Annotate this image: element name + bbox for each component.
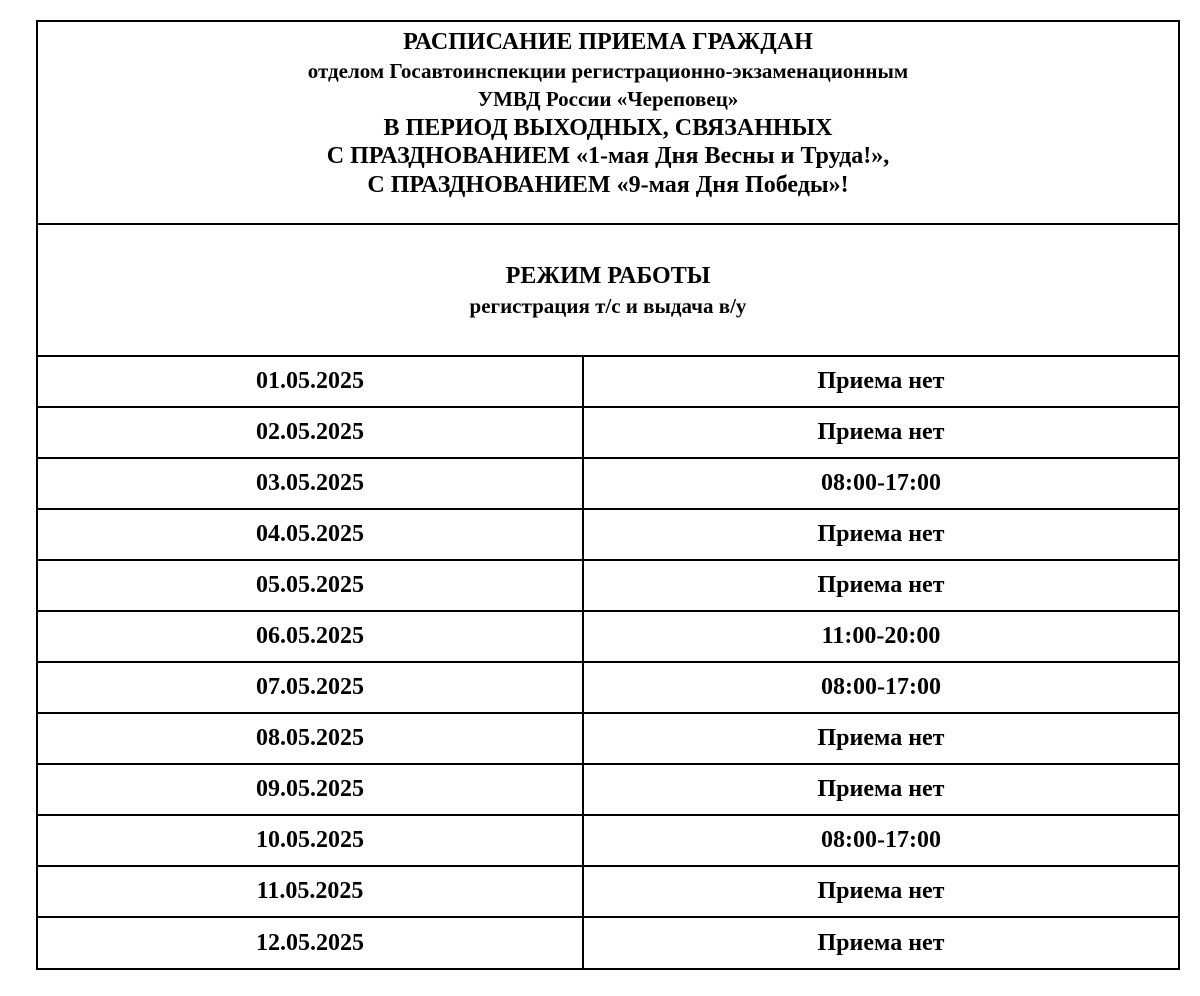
- hours-cell: Приема нет: [817, 368, 945, 394]
- hours-cell: Приема нет: [817, 419, 945, 445]
- table-row: [38, 867, 1178, 918]
- hours-cell: 08:00-17:00: [821, 827, 941, 853]
- holiday-line-2: С ПРАЗДНОВАНИЕМ «9-мая Дня Победы»!: [367, 171, 849, 198]
- table-row: [38, 765, 1178, 816]
- table-row: [38, 918, 1178, 968]
- hours-cell: Приема нет: [817, 776, 945, 802]
- hours-cell: Приема нет: [817, 572, 945, 598]
- hours-cell: 11:00-20:00: [821, 623, 941, 649]
- table-row: [38, 663, 1178, 714]
- date-cell: 06.05.2025: [38, 612, 584, 661]
- date-cell: 04.05.2025: [38, 510, 584, 559]
- date-cell: 09.05.2025: [38, 765, 584, 814]
- date-cell: 01.05.2025: [38, 357, 584, 406]
- date-cell: 07.05.2025: [38, 663, 584, 712]
- work-mode-header: [38, 225, 1178, 357]
- hours-cell: Приема нет: [817, 725, 945, 751]
- schedule-title: РАСПИСАНИЕ ПРИЕМА ГРАЖДАН: [403, 29, 813, 55]
- table-row: [38, 561, 1178, 612]
- date-cell: 02.05.2025: [38, 408, 584, 457]
- hours-cell: Приема нет: [817, 521, 945, 547]
- date-cell: 10.05.2025: [38, 816, 584, 865]
- hours-cell: 08:00-17:00: [821, 470, 941, 496]
- table-row: [38, 357, 1178, 408]
- date-cell: 05.05.2025: [38, 561, 584, 610]
- hours-cell: 08:00-17:00: [821, 674, 941, 700]
- schedule-header: [38, 22, 1178, 225]
- table-row: [38, 714, 1178, 765]
- department-name: отделом Госавтоинспекции регистрационно-экзаменационным: [307, 58, 909, 83]
- date-cell: 12.05.2025: [38, 918, 584, 968]
- date-cell: 08.05.2025: [38, 714, 584, 763]
- date-cell: 11.05.2025: [38, 867, 584, 916]
- table-row: [38, 510, 1178, 561]
- table-row: [38, 816, 1178, 867]
- schedule-table: [36, 20, 1180, 970]
- table-row: [38, 612, 1178, 663]
- table-row: [38, 408, 1178, 459]
- period-line: В ПЕРИОД ВЫХОДНЫХ, СВЯЗАННЫХ: [383, 114, 833, 141]
- date-cell: 03.05.2025: [38, 459, 584, 508]
- holiday-line-1: С ПРАЗДНОВАНИЕМ «1-мая Дня Весны и Труда!»,: [326, 143, 890, 169]
- hours-cell: Приема нет: [817, 878, 945, 904]
- table-row: [38, 459, 1178, 510]
- work-mode-subtitle: регистрация т/с и выдача в/у: [469, 294, 747, 318]
- organization-name: УМВД России «Череповец»: [477, 87, 739, 111]
- hours-cell: Приема нет: [817, 929, 945, 956]
- work-mode-title: РЕЖИМ РАБОТЫ: [505, 263, 711, 289]
